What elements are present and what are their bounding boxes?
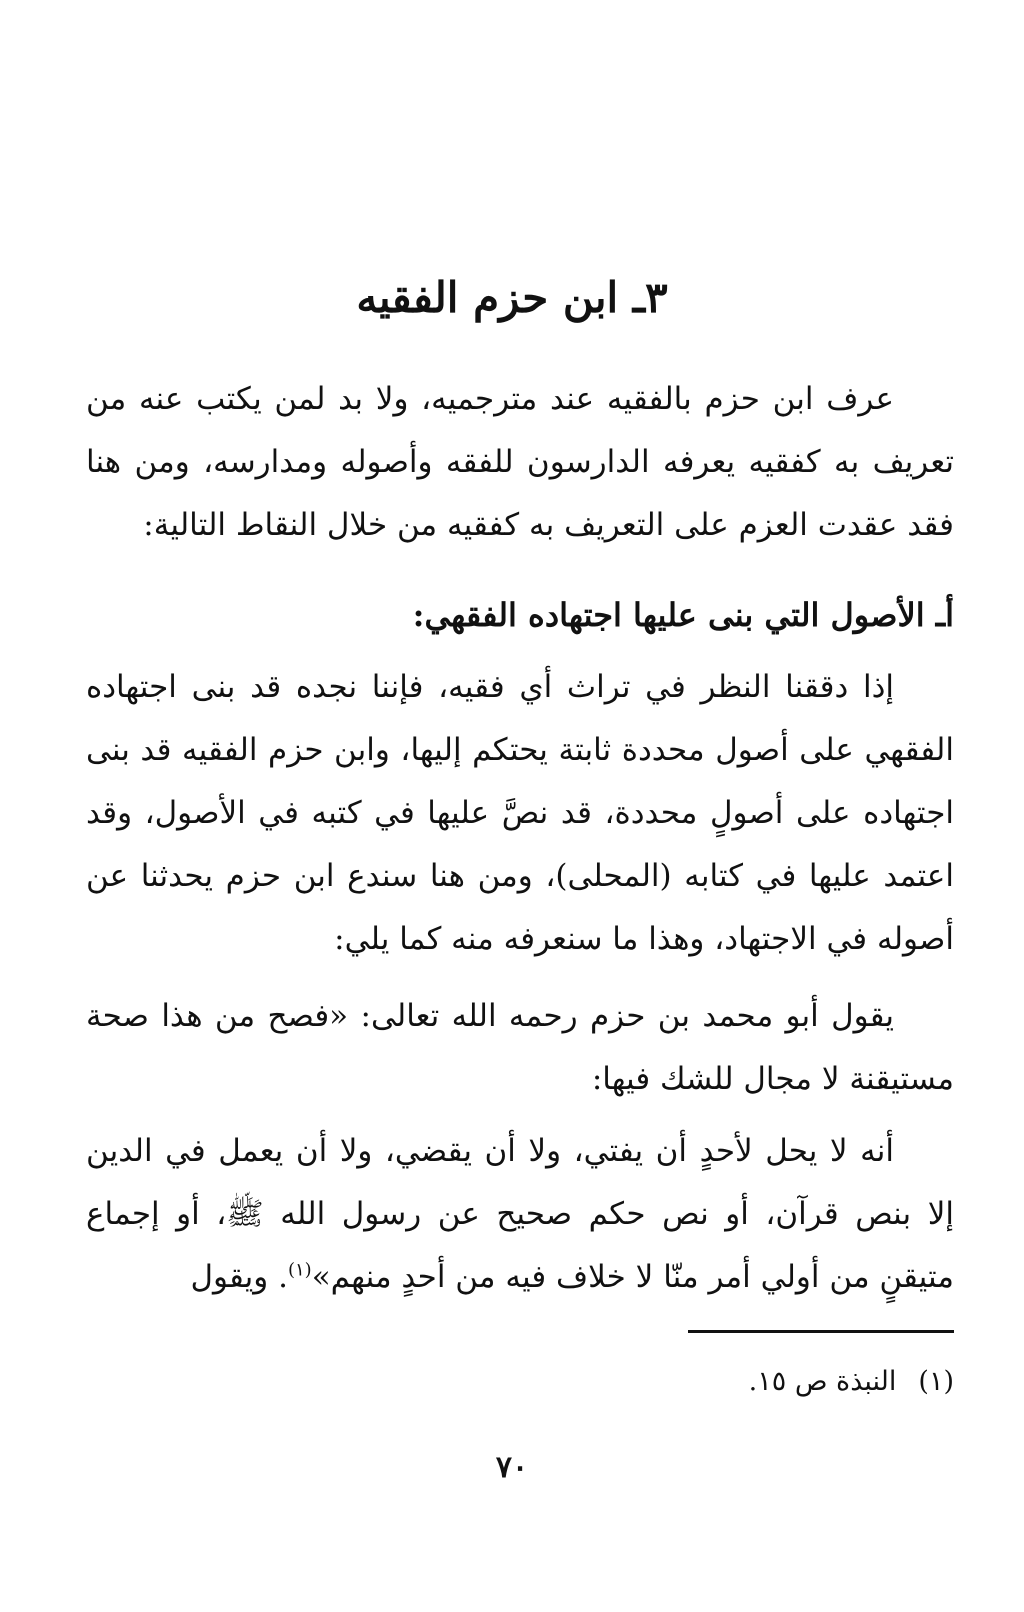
chapter-title: ٣ـ ابن حزم الفقيه <box>356 273 668 322</box>
intro-paragraph: عرف ابن حزم بالفقيه عند مترجميه، ولا بد لمن يكتب عنه من تعريف به كفقيه يعرفه الدارسون للفقه وأصوله ومدارسه، ومن هنا فقد عقدت العزم على التعريف به كفقيه من خلال النقاط التالية: <box>86 381 954 543</box>
quote-body <box>86 1120 954 1309</box>
section-paragraph: إذا دققنا النظر في تراث أي فقيه، فإننا نجده قد بنى اجتهاده الفقهي على أصول محددة ثابتة يحتكم إليها، وابن حزم الفقيه قد بنى اجتهاده على أصولٍ محددة، قد نصَّ عليها في كتبه في الأصول، وقد اعتمد عليها في كتابه (المحلى)، ومن هنا سندع ابن حزم يحدثنا عن أصوله في الاجتهاد، وهذا ما سنعرفه منه كما يلي: <box>86 669 954 957</box>
quote-text: أنه لا يحل لأحدٍ أن يفتي، ولا أن يقضي، ولا أن يعمل في الدين إلا بنص قرآن، أو نص حكم صحيح عن رسول الله ﷺ، أو إجماع متيقنٍ من أولي أمر منّا لا خلاف فيه من أحدٍ منهم» <box>86 1133 954 1295</box>
footnote-text: النبذة ص ١٥. <box>748 1366 897 1397</box>
footnote-divider <box>688 1330 954 1333</box>
section-heading: أـ الأصول التي بنى عليها اجتهاده الفقهي: <box>412 596 954 634</box>
footnote <box>86 1360 954 1404</box>
footnote-marker: (١) <box>918 1366 954 1397</box>
page-number: ٧٠ <box>495 1450 529 1485</box>
continuation-text: . ويقول <box>190 1259 288 1295</box>
footnote-reference: (١) <box>287 1259 312 1281</box>
quote-intro: يقول أبو محمد بن حزم رحمه الله تعالى: «فصح من هذا صحة مستيقنة لا مجال للشك فيها: <box>86 998 954 1097</box>
